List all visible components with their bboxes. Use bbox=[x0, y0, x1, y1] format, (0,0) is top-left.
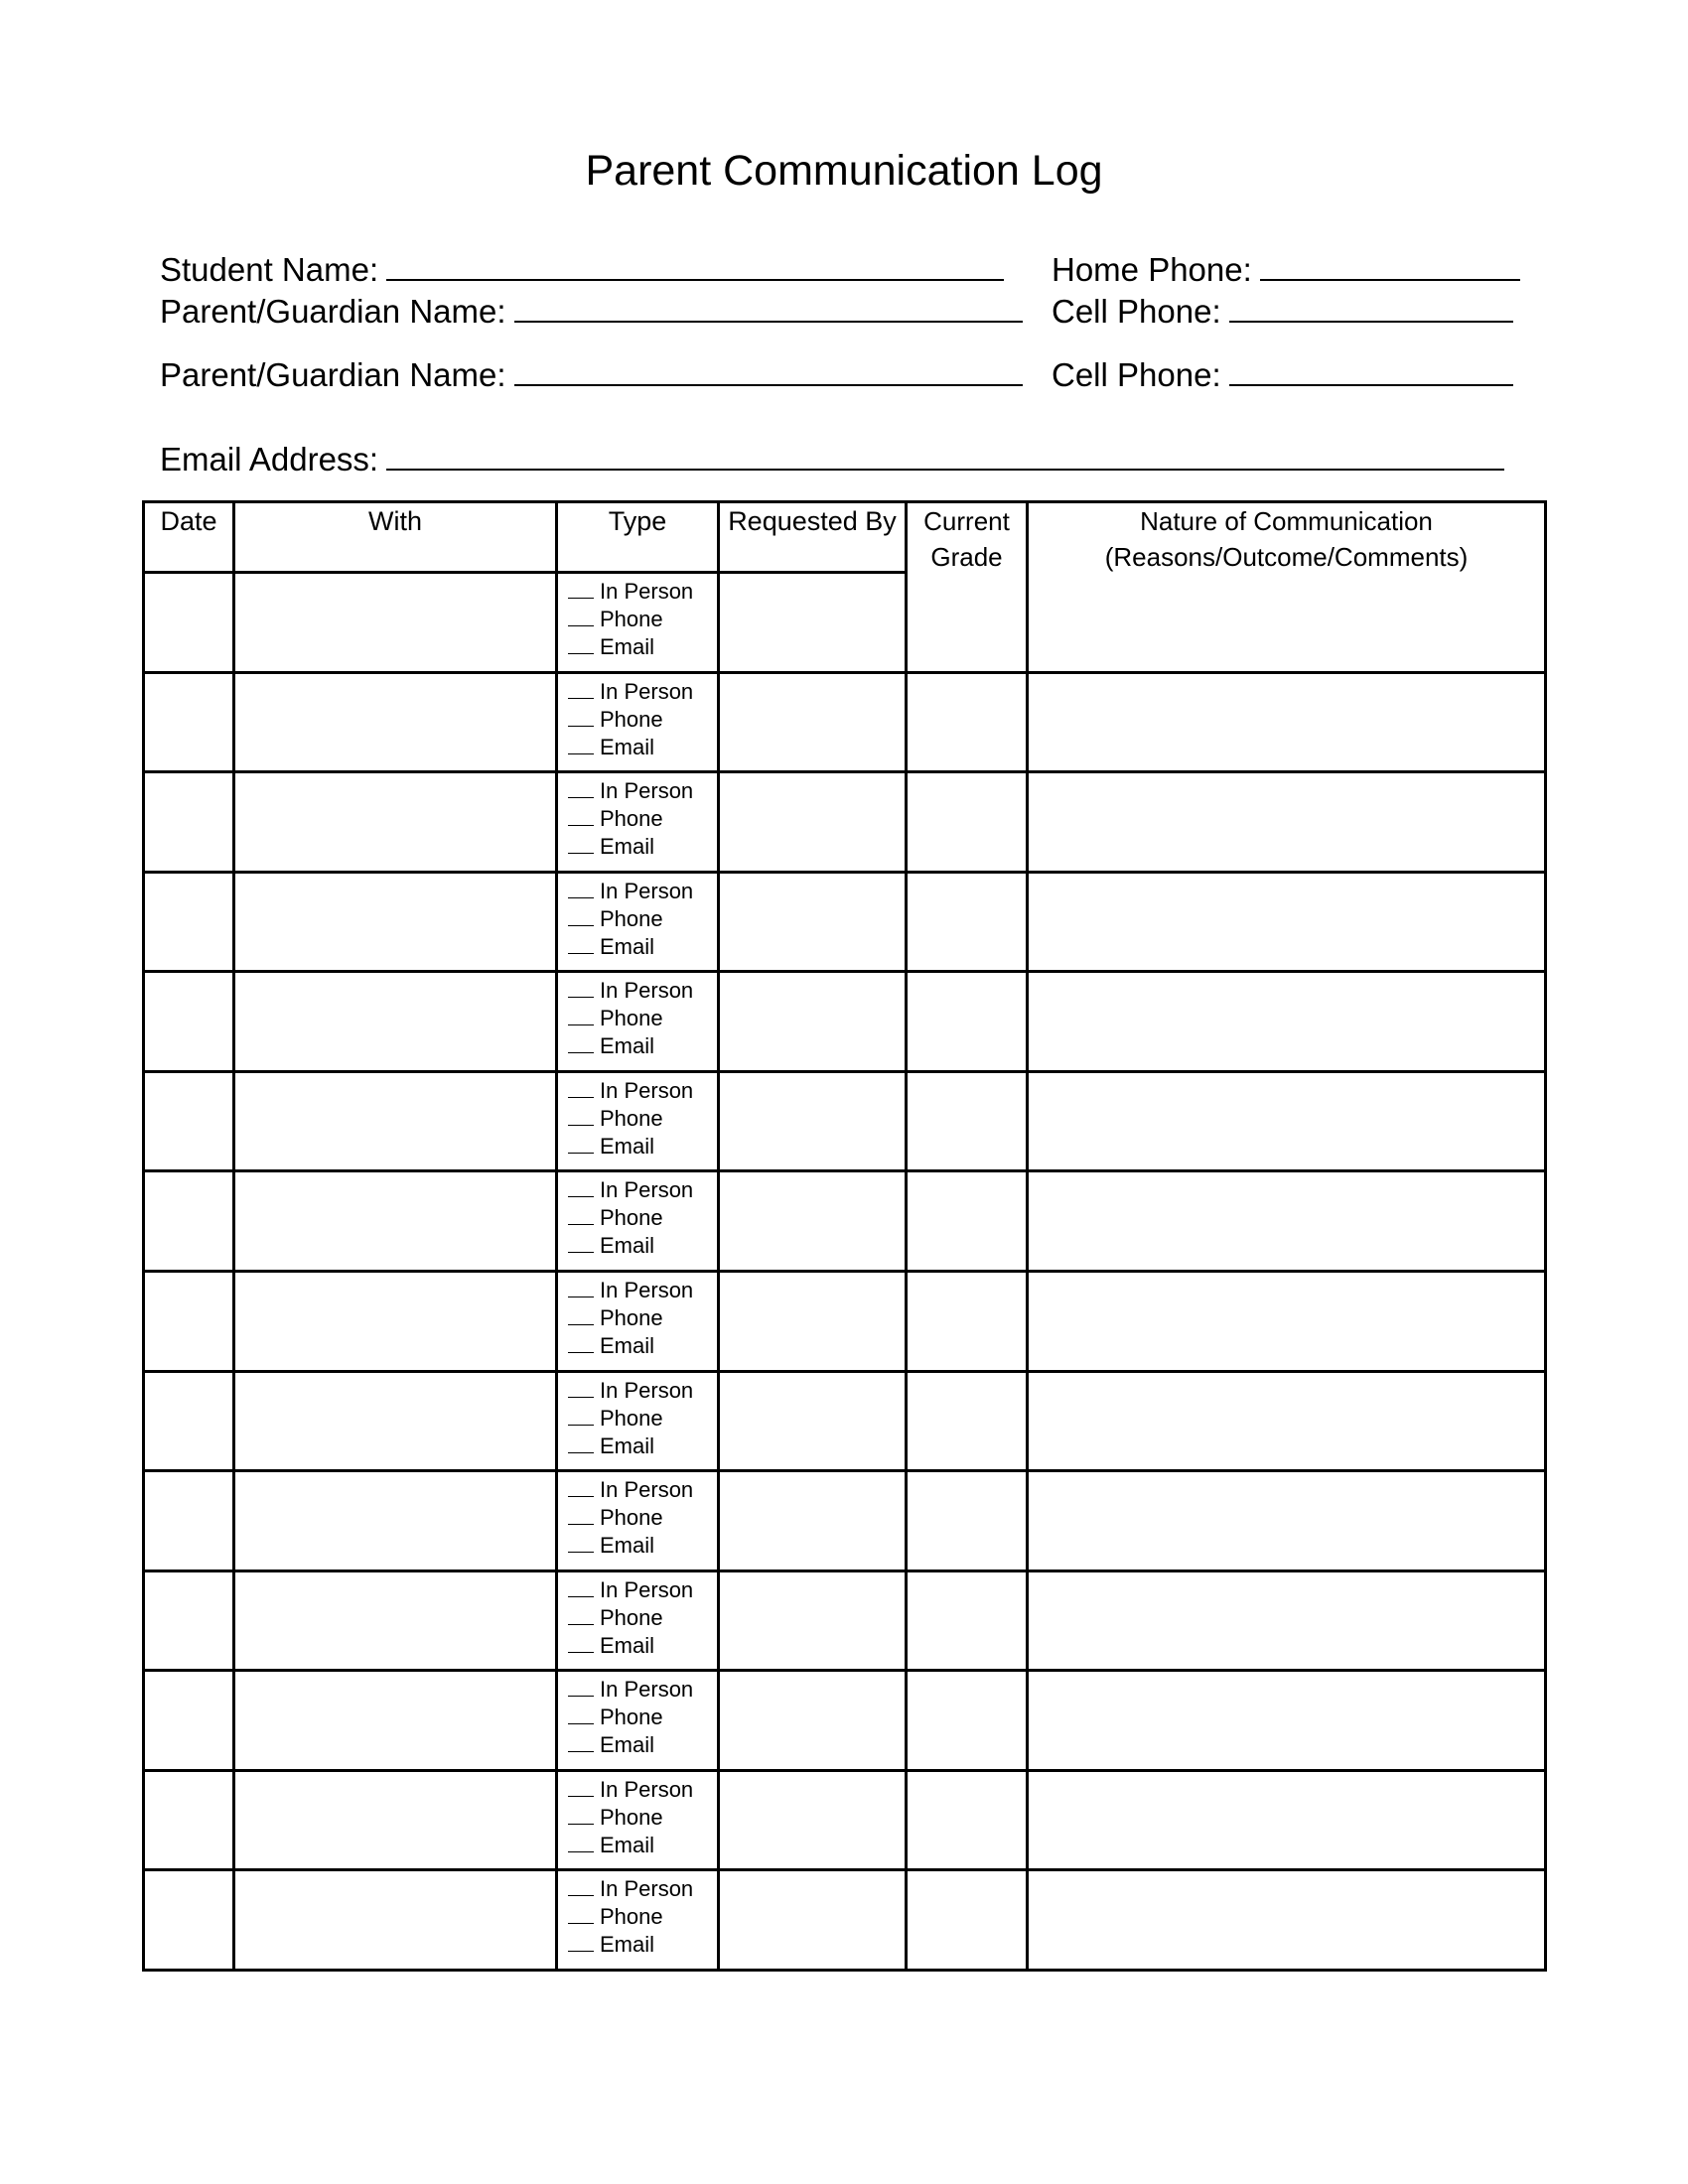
with-cell[interactable] bbox=[234, 872, 557, 972]
checkbox-blank[interactable] bbox=[568, 1877, 594, 1896]
type-option-label: In Person bbox=[600, 1077, 694, 1103]
type-option[interactable] bbox=[568, 878, 717, 905]
type-option-label: In Person bbox=[600, 1576, 694, 1602]
table-row bbox=[144, 1671, 1546, 1771]
type-option-label: Phone bbox=[600, 1205, 663, 1231]
checkbox-blank[interactable] bbox=[568, 1678, 594, 1697]
type-option-label: Phone bbox=[600, 1505, 663, 1531]
type-cell[interactable] bbox=[557, 872, 719, 972]
date-cell[interactable] bbox=[144, 1570, 234, 1671]
type-option[interactable] bbox=[568, 1105, 717, 1133]
nature-of-communication-cell[interactable] bbox=[1028, 1770, 1546, 1870]
requested-by-cell[interactable] bbox=[719, 972, 907, 1072]
date-cell[interactable] bbox=[144, 573, 234, 673]
type-option[interactable] bbox=[568, 1032, 717, 1060]
checkbox-blank[interactable] bbox=[568, 1079, 594, 1098]
type-option-label: Email bbox=[600, 1033, 655, 1059]
type-option[interactable] bbox=[568, 833, 717, 861]
type-option-label: Email bbox=[600, 734, 655, 759]
type-option-label: In Person bbox=[600, 1677, 694, 1703]
parent-name-line-2[interactable] bbox=[514, 354, 1023, 386]
checkbox-blank[interactable] bbox=[568, 708, 594, 727]
type-option-label: Email bbox=[600, 1832, 655, 1857]
checkbox-blank[interactable] bbox=[568, 1135, 594, 1154]
type-option[interactable] bbox=[568, 1532, 717, 1560]
table-row bbox=[144, 1271, 1546, 1371]
with-cell[interactable] bbox=[234, 1071, 557, 1171]
type-option[interactable] bbox=[568, 977, 717, 1005]
checkbox-blank[interactable] bbox=[568, 1778, 594, 1797]
date-cell[interactable] bbox=[144, 1770, 234, 1870]
current-grade-cell[interactable] bbox=[907, 1371, 1028, 1471]
table-row bbox=[144, 872, 1546, 972]
type-option-label: Phone bbox=[600, 607, 663, 631]
checkbox-blank[interactable] bbox=[568, 935, 594, 954]
type-cell[interactable] bbox=[557, 1171, 719, 1272]
table-row bbox=[144, 1171, 1546, 1272]
with-cell[interactable] bbox=[234, 772, 557, 873]
date-cell[interactable] bbox=[144, 1471, 234, 1571]
date-header: Date bbox=[144, 502, 234, 573]
type-option-label: In Person bbox=[600, 778, 694, 804]
checkbox-blank[interactable] bbox=[568, 580, 594, 599]
type-option[interactable] bbox=[568, 1377, 717, 1405]
type-option[interactable] bbox=[568, 1277, 717, 1304]
with-cell[interactable] bbox=[234, 1471, 557, 1571]
type-cell[interactable] bbox=[557, 1071, 719, 1171]
requested-by-cell[interactable] bbox=[719, 1471, 907, 1571]
type-option-label: In Person bbox=[600, 1776, 694, 1802]
type-option[interactable] bbox=[568, 1604, 717, 1632]
type-option[interactable] bbox=[568, 805, 717, 833]
date-cell[interactable] bbox=[144, 1271, 234, 1371]
table-row bbox=[144, 1770, 1546, 1870]
type-cell[interactable] bbox=[557, 772, 719, 873]
checkbox-blank[interactable] bbox=[568, 1107, 594, 1126]
checkbox-blank[interactable] bbox=[568, 1578, 594, 1597]
type-option-label: In Person bbox=[600, 1377, 694, 1403]
type-option-label: Email bbox=[600, 1233, 655, 1259]
nature-of-communication-cell[interactable] bbox=[1028, 1570, 1546, 1671]
checkbox-blank[interactable] bbox=[568, 1034, 594, 1053]
nature-header-line1: Nature of Communication bbox=[1140, 506, 1433, 536]
type-option-label: Phone bbox=[600, 1705, 663, 1730]
type-option[interactable] bbox=[568, 1931, 717, 1959]
email-address-line[interactable] bbox=[386, 439, 1504, 471]
current-grade-header-line2: Grade bbox=[930, 542, 1003, 572]
current-grade-cell[interactable] bbox=[907, 672, 1028, 772]
table-row bbox=[144, 1870, 1546, 1971]
checkbox-blank[interactable] bbox=[568, 736, 594, 754]
header-row bbox=[144, 502, 1546, 573]
nature-of-communication-cell[interactable] bbox=[1028, 772, 1546, 873]
nature-of-communication-cell[interactable] bbox=[1028, 1171, 1546, 1272]
date-cell[interactable] bbox=[144, 872, 234, 972]
cell-phone-field-1[interactable] bbox=[1052, 291, 1513, 332]
type-cell[interactable] bbox=[557, 672, 719, 772]
date-cell[interactable] bbox=[144, 1071, 234, 1171]
student-name-label: Student Name: bbox=[160, 251, 379, 288]
table-row bbox=[144, 1071, 1546, 1171]
checkbox-blank[interactable] bbox=[568, 635, 594, 654]
parent-name-label-1: Parent/Guardian Name: bbox=[160, 293, 506, 330]
cell-phone-field-2[interactable] bbox=[1052, 354, 1513, 395]
type-cell[interactable] bbox=[557, 1570, 719, 1671]
type-option[interactable] bbox=[568, 1476, 717, 1504]
type-option-label: Phone bbox=[600, 1904, 663, 1930]
type-option-label: Phone bbox=[600, 1804, 663, 1830]
type-option[interactable] bbox=[568, 1405, 717, 1433]
type-option[interactable] bbox=[568, 578, 717, 606]
current-grade-cell[interactable] bbox=[907, 1671, 1028, 1771]
parent-name-field-2[interactable] bbox=[160, 354, 1023, 395]
type-cell[interactable] bbox=[557, 972, 719, 1072]
with-cell[interactable] bbox=[234, 1671, 557, 1771]
type-option[interactable] bbox=[568, 678, 717, 706]
email-address-label: Email Address: bbox=[160, 441, 379, 478]
requested-by-cell[interactable] bbox=[719, 672, 907, 772]
requested-by-cell[interactable] bbox=[719, 1271, 907, 1371]
type-option-label: In Person bbox=[600, 978, 694, 1004]
table-row bbox=[144, 972, 1546, 1072]
current-grade-header-line1: Current bbox=[923, 506, 1010, 536]
type-option[interactable] bbox=[568, 1903, 717, 1931]
type-option-label: Email bbox=[600, 834, 655, 860]
type-option[interactable] bbox=[568, 1332, 717, 1360]
checkbox-blank[interactable] bbox=[568, 1206, 594, 1225]
type-option[interactable] bbox=[568, 1304, 717, 1332]
checkbox-blank[interactable] bbox=[568, 1306, 594, 1325]
table-row bbox=[144, 1471, 1546, 1571]
with-cell[interactable] bbox=[234, 972, 557, 1072]
type-cell[interactable] bbox=[557, 1471, 719, 1571]
type-option-label: In Person bbox=[600, 1277, 694, 1302]
type-option[interactable] bbox=[568, 1875, 717, 1903]
checkbox-blank[interactable] bbox=[568, 1534, 594, 1553]
type-option-label: Phone bbox=[600, 1006, 663, 1031]
type-option[interactable] bbox=[568, 1176, 717, 1204]
checkbox-blank[interactable] bbox=[568, 1834, 594, 1852]
type-cell[interactable] bbox=[557, 1671, 719, 1771]
requested-by-cell[interactable] bbox=[719, 1171, 907, 1272]
requested-by-cell[interactable] bbox=[719, 1570, 907, 1671]
type-option[interactable] bbox=[568, 1776, 717, 1804]
type-option-label: In Person bbox=[600, 1177, 694, 1203]
current-grade-cell[interactable] bbox=[907, 772, 1028, 873]
type-option[interactable] bbox=[568, 1676, 717, 1704]
student-name-field[interactable] bbox=[160, 249, 1004, 290]
type-option-label: Email bbox=[600, 1932, 655, 1958]
nature-header-line2: (Reasons/Outcome/Comments) bbox=[1104, 542, 1469, 572]
cell-phone-line-2[interactable] bbox=[1229, 354, 1513, 386]
checkbox-blank[interactable] bbox=[568, 1733, 594, 1752]
table-row bbox=[144, 1570, 1546, 1671]
date-cell[interactable] bbox=[144, 1171, 234, 1272]
checkbox-blank[interactable] bbox=[568, 835, 594, 854]
home-phone-field[interactable] bbox=[1052, 249, 1520, 290]
checkbox-blank[interactable] bbox=[568, 1506, 594, 1525]
checkbox-blank[interactable] bbox=[568, 1634, 594, 1653]
checkbox-blank[interactable] bbox=[568, 1407, 594, 1426]
date-cell[interactable] bbox=[144, 672, 234, 772]
date-cell[interactable] bbox=[144, 772, 234, 873]
nature-of-communication-cell[interactable] bbox=[1028, 1471, 1546, 1571]
current-grade-cell[interactable] bbox=[907, 1171, 1028, 1272]
with-cell[interactable] bbox=[234, 1770, 557, 1870]
requested-by-cell[interactable] bbox=[719, 872, 907, 972]
type-option[interactable] bbox=[568, 1133, 717, 1160]
type-option[interactable] bbox=[568, 606, 717, 633]
type-option-label: Phone bbox=[600, 706, 663, 732]
type-option-label: Email bbox=[600, 1433, 655, 1458]
with-cell[interactable] bbox=[234, 1371, 557, 1471]
requested-by-cell[interactable] bbox=[719, 1071, 907, 1171]
checkbox-blank[interactable] bbox=[568, 1905, 594, 1924]
nature-of-communication-header bbox=[1028, 502, 1546, 673]
checkbox-blank[interactable] bbox=[568, 1706, 594, 1724]
current-grade-cell[interactable] bbox=[907, 1770, 1028, 1870]
current-grade-cell[interactable] bbox=[907, 972, 1028, 1072]
checkbox-blank[interactable] bbox=[568, 1933, 594, 1952]
date-cell[interactable] bbox=[144, 972, 234, 1072]
requested-by-header: Requested By bbox=[719, 502, 907, 573]
checkbox-blank[interactable] bbox=[568, 1379, 594, 1398]
nature-of-communication-cell[interactable] bbox=[1028, 972, 1546, 1072]
type-option[interactable] bbox=[568, 1832, 717, 1859]
current-grade-cell[interactable] bbox=[907, 1071, 1028, 1171]
requested-by-cell[interactable] bbox=[719, 1770, 907, 1870]
parent-name-line-1[interactable] bbox=[514, 291, 1023, 323]
type-option[interactable] bbox=[568, 1731, 717, 1759]
checkbox-blank[interactable] bbox=[568, 608, 594, 626]
table-row bbox=[144, 772, 1546, 873]
type-option-label: In Person bbox=[600, 1876, 694, 1902]
current-grade-cell[interactable] bbox=[907, 872, 1028, 972]
current-grade-header bbox=[907, 502, 1028, 673]
type-option[interactable] bbox=[568, 706, 717, 734]
checkbox-blank[interactable] bbox=[568, 1007, 594, 1025]
checkbox-blank[interactable] bbox=[568, 779, 594, 798]
type-option[interactable] bbox=[568, 1704, 717, 1731]
checkbox-blank[interactable] bbox=[568, 1234, 594, 1253]
with-cell[interactable] bbox=[234, 573, 557, 673]
type-cell[interactable] bbox=[557, 1870, 719, 1971]
type-option-label: Phone bbox=[600, 905, 663, 931]
type-option-label: In Person bbox=[600, 678, 694, 704]
checkbox-blank[interactable] bbox=[568, 807, 594, 826]
type-option-label: In Person bbox=[600, 878, 694, 903]
type-option-label: Email bbox=[600, 1133, 655, 1159]
type-option-label: Email bbox=[600, 933, 655, 959]
type-option[interactable] bbox=[568, 1005, 717, 1032]
checkbox-blank[interactable] bbox=[568, 1478, 594, 1497]
type-option-label: Email bbox=[600, 634, 655, 659]
student-name-line[interactable] bbox=[386, 249, 1004, 281]
cell-phone-label-2: Cell Phone: bbox=[1052, 356, 1221, 393]
parent-name-label-2: Parent/Guardian Name: bbox=[160, 356, 506, 393]
type-option[interactable] bbox=[568, 933, 717, 961]
type-option[interactable] bbox=[568, 633, 717, 661]
type-option-label: Email bbox=[600, 1332, 655, 1358]
with-cell[interactable] bbox=[234, 1271, 557, 1371]
parent-name-field-1[interactable] bbox=[160, 291, 1023, 332]
type-option[interactable] bbox=[568, 1204, 717, 1232]
nature-of-communication-cell[interactable] bbox=[1028, 872, 1546, 972]
page-title: Parent Communication Log bbox=[585, 147, 1103, 195]
current-grade-cell[interactable] bbox=[907, 1570, 1028, 1671]
nature-of-communication-cell[interactable] bbox=[1028, 1371, 1546, 1471]
with-cell[interactable] bbox=[234, 672, 557, 772]
email-address-field[interactable] bbox=[160, 439, 1504, 479]
requested-by-cell[interactable] bbox=[719, 1671, 907, 1771]
type-option[interactable] bbox=[568, 1504, 717, 1532]
type-option-label: Email bbox=[600, 1533, 655, 1559]
type-option[interactable] bbox=[568, 1433, 717, 1460]
type-option[interactable] bbox=[568, 1576, 717, 1604]
current-grade-cell[interactable] bbox=[907, 1870, 1028, 1971]
type-option-label: In Person bbox=[600, 1477, 694, 1503]
table-row bbox=[144, 672, 1546, 772]
type-option[interactable] bbox=[568, 905, 717, 933]
requested-by-cell[interactable] bbox=[719, 1371, 907, 1471]
type-option-label: In Person bbox=[600, 579, 694, 604]
checkbox-blank[interactable] bbox=[568, 1434, 594, 1453]
checkbox-blank[interactable] bbox=[568, 1806, 594, 1825]
type-option[interactable] bbox=[568, 1077, 717, 1105]
cell-phone-label-1: Cell Phone: bbox=[1052, 293, 1221, 330]
requested-by-cell[interactable] bbox=[719, 573, 907, 673]
with-cell[interactable] bbox=[234, 1870, 557, 1971]
type-option-label: Phone bbox=[600, 806, 663, 832]
type-option[interactable] bbox=[568, 1804, 717, 1832]
checkbox-blank[interactable] bbox=[568, 680, 594, 699]
current-grade-cell[interactable] bbox=[907, 1471, 1028, 1571]
type-option-label: Phone bbox=[600, 1604, 663, 1630]
nature-of-communication-cell[interactable] bbox=[1028, 672, 1546, 772]
checkbox-blank[interactable] bbox=[568, 1279, 594, 1297]
requested-by-cell[interactable] bbox=[719, 772, 907, 873]
type-option-label: Email bbox=[600, 1732, 655, 1758]
type-cell[interactable] bbox=[557, 1371, 719, 1471]
type-cell[interactable] bbox=[557, 1770, 719, 1870]
with-header: With bbox=[234, 502, 557, 573]
cell-phone-line-1[interactable] bbox=[1229, 291, 1513, 323]
with-cell[interactable] bbox=[234, 1171, 557, 1272]
type-option[interactable] bbox=[568, 1632, 717, 1660]
date-cell[interactable] bbox=[144, 1870, 234, 1971]
type-header: Type bbox=[557, 502, 719, 573]
home-phone-line[interactable] bbox=[1260, 249, 1520, 281]
requested-by-cell[interactable] bbox=[719, 1870, 907, 1971]
communication-log-table bbox=[142, 500, 1547, 1972]
date-cell[interactable] bbox=[144, 1671, 234, 1771]
checkbox-blank[interactable] bbox=[568, 907, 594, 926]
type-option[interactable] bbox=[568, 777, 717, 805]
home-phone-label: Home Phone: bbox=[1052, 251, 1252, 288]
date-cell[interactable] bbox=[144, 1371, 234, 1471]
type-cell[interactable] bbox=[557, 573, 719, 673]
type-option-label: Phone bbox=[600, 1105, 663, 1131]
type-option-label: Phone bbox=[600, 1405, 663, 1431]
type-cell[interactable] bbox=[557, 1271, 719, 1371]
current-grade-cell[interactable] bbox=[907, 1271, 1028, 1371]
checkbox-blank[interactable] bbox=[568, 1606, 594, 1625]
type-option[interactable] bbox=[568, 734, 717, 761]
nature-of-communication-cell[interactable] bbox=[1028, 1671, 1546, 1771]
checkbox-blank[interactable] bbox=[568, 1178, 594, 1197]
checkbox-blank[interactable] bbox=[568, 1334, 594, 1353]
with-cell[interactable] bbox=[234, 1570, 557, 1671]
type-option-label: Email bbox=[600, 1632, 655, 1658]
table-row bbox=[144, 1371, 1546, 1471]
nature-of-communication-cell[interactable] bbox=[1028, 1870, 1546, 1971]
nature-of-communication-cell[interactable] bbox=[1028, 1271, 1546, 1371]
checkbox-blank[interactable] bbox=[568, 979, 594, 998]
type-option-label: Phone bbox=[600, 1304, 663, 1330]
nature-of-communication-cell[interactable] bbox=[1028, 1071, 1546, 1171]
type-option[interactable] bbox=[568, 1232, 717, 1260]
checkbox-blank[interactable] bbox=[568, 880, 594, 898]
